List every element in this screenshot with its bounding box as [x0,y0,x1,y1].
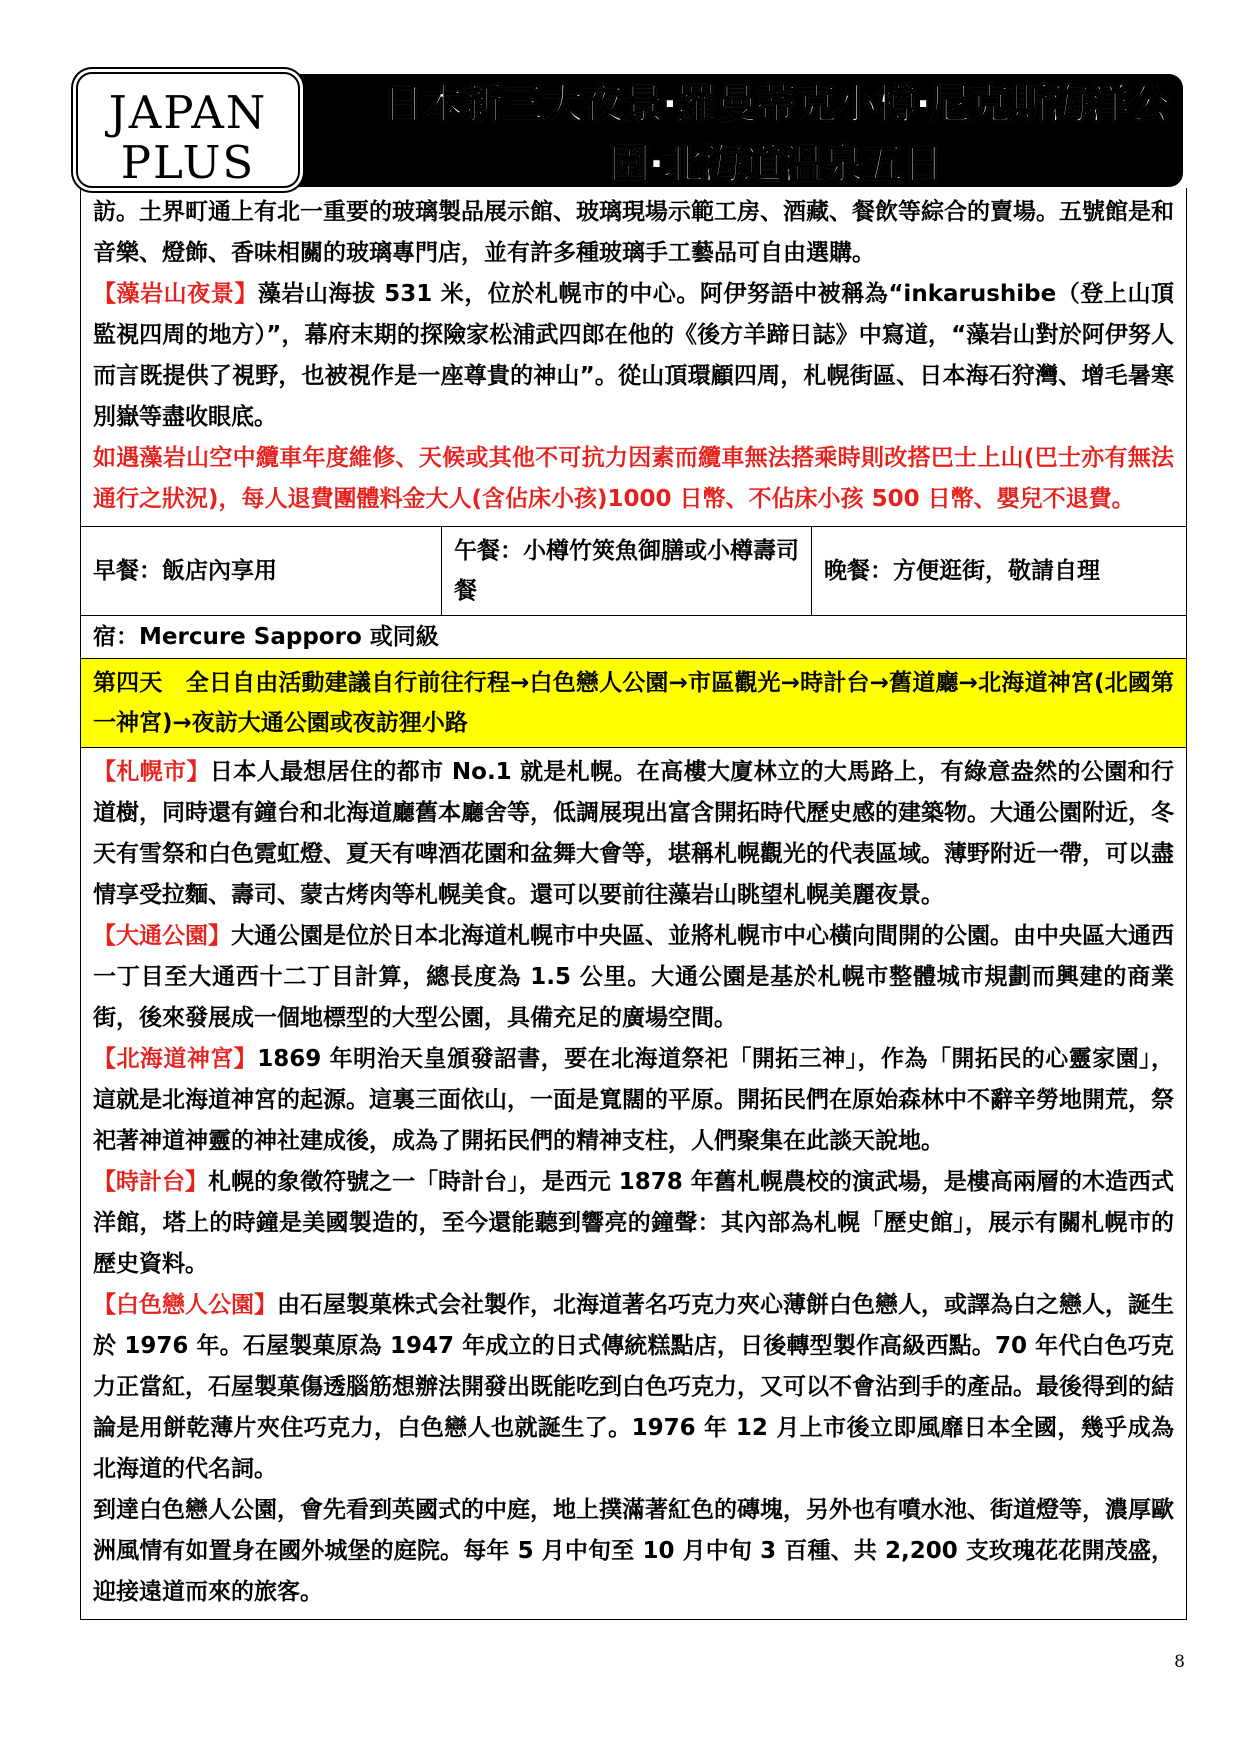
dinner-cell: 晚餐：方便逛街，敬請自理 [811,527,1186,615]
section-sapporo [93,752,1174,916]
section-tag: 【時計台】 [93,1169,209,1195]
day4-description [81,748,1186,1620]
itinerary-content [80,188,1187,1620]
section-tag: 【大通公園】 [93,923,231,949]
breakfast-cell: 早餐：飯店內享用 [93,558,277,584]
section-shiroi-koibito-park [93,1490,1174,1613]
lunch-cell: 午餐：小樽竹筴魚御膳或小樽壽司餐 [441,527,811,615]
section-tag: 【札幌市】 [93,759,210,785]
meals-row [81,527,1186,616]
hotel-row: 宿：Mercure Sapporo 或同級 [81,616,1186,659]
section-clock-tower [93,1162,1174,1285]
logo-text: JAPAN PLUS [108,86,268,188]
ropeway-notice: 如遇藻岩山空中纜車年度維修、天候或其他不可抗力因素而纜車無法搭乘時則改搭巴士上山(巴士亦有無法通行之狀況)，每人退費團體料金大人(含佔床小孩)1000 日幣、不佔床小孩 500 日幣、嬰兒不退費。 [93,445,1174,512]
section-text: 由石屋製菓株式会社製作，北海道著名巧克力夾心薄餅白色戀人，或譯為白之戀人，誕生於 1976 年。石屋製菓原為 1947 年成立的日式傳統糕點店，日後轉型製作高級西點。70 年代白色巧克力正當紅，石屋製菓傷透腦筋想辦法開發出既能吃到白色巧克力，又可以不會沾到手的產品。最後得到的結論是用餅乾薄片夾住巧克力，白色戀人也就誕生了。1976 年 12 月上市後立即風靡日本全國，幾乎成為北海道的代名詞。 [93,1292,1174,1482]
intro-paragraph: 訪。土界町通上有北一重要的玻璃製品展示館、玻璃現場示範工房、酒藏、餐飲等綜合的賣場。五號館是和音樂、燈飾、香味相關的玻璃專門店，並有許多種玻璃手工藝品可自由選購。 [93,199,1174,266]
section-shiroi-koibito [93,1285,1174,1490]
page-number: 8 [1174,1652,1185,1672]
tour-title: 日本新三大夜景‧羅曼蒂克小樽‧尼克斯海洋公園‧北海道溫泉五日 [382,80,1170,187]
section-text: 日本人最想居住的都市 No.1 就是札幌。在高樓大廈林立的大馬路上，有綠意盎然的公園和行道樹，同時還有鐘台和北海道廳舊本廳舍等，低調展現出富含開拓時代歷史感的建築物。大通公園附近，冬天有雪祭和白色霓虹燈、夏天有啤酒花園和盆舞大會等，堪稱札幌觀光的代表區域。薄野附近一帶，可以盡情享受拉麵、壽司、蒙古烤肉等札幌美食。還可以要前往藻岩山眺望札幌美麗夜景。 [93,759,1174,908]
section-text: 札幌的象徵符號之一「時計台」，是西元 1878 年舊札幌農校的演武場，是樓高兩層的木造西式洋館，塔上的時鐘是美國製造的，至今還能聽到響亮的鐘聲：其內部為札幌「歷史館」，展示有關札幌市的歷史資料。 [93,1169,1175,1277]
section-text: 1869 年明治天皇頒發詔書，要在北海道祭祀「開拓三神」，作為「開拓民的心靈家園」，這就是北海道神宮的起源。這裏三面依山，一面是寬闊的平原。開拓民們在原始森林中不辭辛勞地開荒，祭祀著神道神靈的神社建成後，成為了開拓民們的精神支柱，人們聚集在此談天說地。 [93,1046,1175,1154]
moiwa-tag: 【藻岩山夜景】 [93,281,258,307]
moiwa-text: 藻岩山海拔 531 米，位於札幌市的中心。阿伊努語中被稱為“inkarushibe（登上山頂監視四周的地方）”，幕府末期的探險家松浦武四郎在他的《後方羊蹄日誌》中寫道，“藻岩山對於阿伊努人而言既提供了視野，也被視作是一座尊貴的神山”。從山頂環顧四周，札幌街區、日本海石狩灣、增毛暑寒別嶽等盡收眼底。 [93,281,1175,430]
section-hokkaido-shrine [93,1039,1174,1162]
day3-description [81,188,1186,527]
section-tag: 【白色戀人公園】 [93,1292,277,1318]
section-text: 到達白色戀人公園，會先看到英國式的中庭，地上撲滿著紅色的磚塊，另外也有噴水池、街道燈等，濃厚歐洲風情有如置身在國外城堡的庭院。每年 5 月中旬至 10 月中旬 3 百種、共 2,200 支玫瑰花花開茂盛，迎接遠道而來的旅客。 [93,1497,1174,1605]
logo [76,72,300,188]
section-text: 大通公園是位於日本北海道札幌市中央區、並將札幌市中心橫向間開的公園。由中央區大通西一丁目至大通西十二丁目計算，總長度為 1.5 公里。大通公園是基於札幌市整體城市規劃而興建的商業街，後來發展成一個地標型的大型公園，具備充足的廣場空間。 [93,923,1174,1031]
day4-heading: 第四天 全日自由活動建議自行前往行程→白色戀人公園→市區觀光→時計台→舊道廳→北海道神宮(北國第一神宮)→夜訪大通公園或夜訪狸小路 [81,659,1186,748]
section-tag: 【北海道神宮】 [93,1046,258,1072]
section-odori-park [93,916,1174,1039]
moiwa-paragraph [93,274,1174,438]
